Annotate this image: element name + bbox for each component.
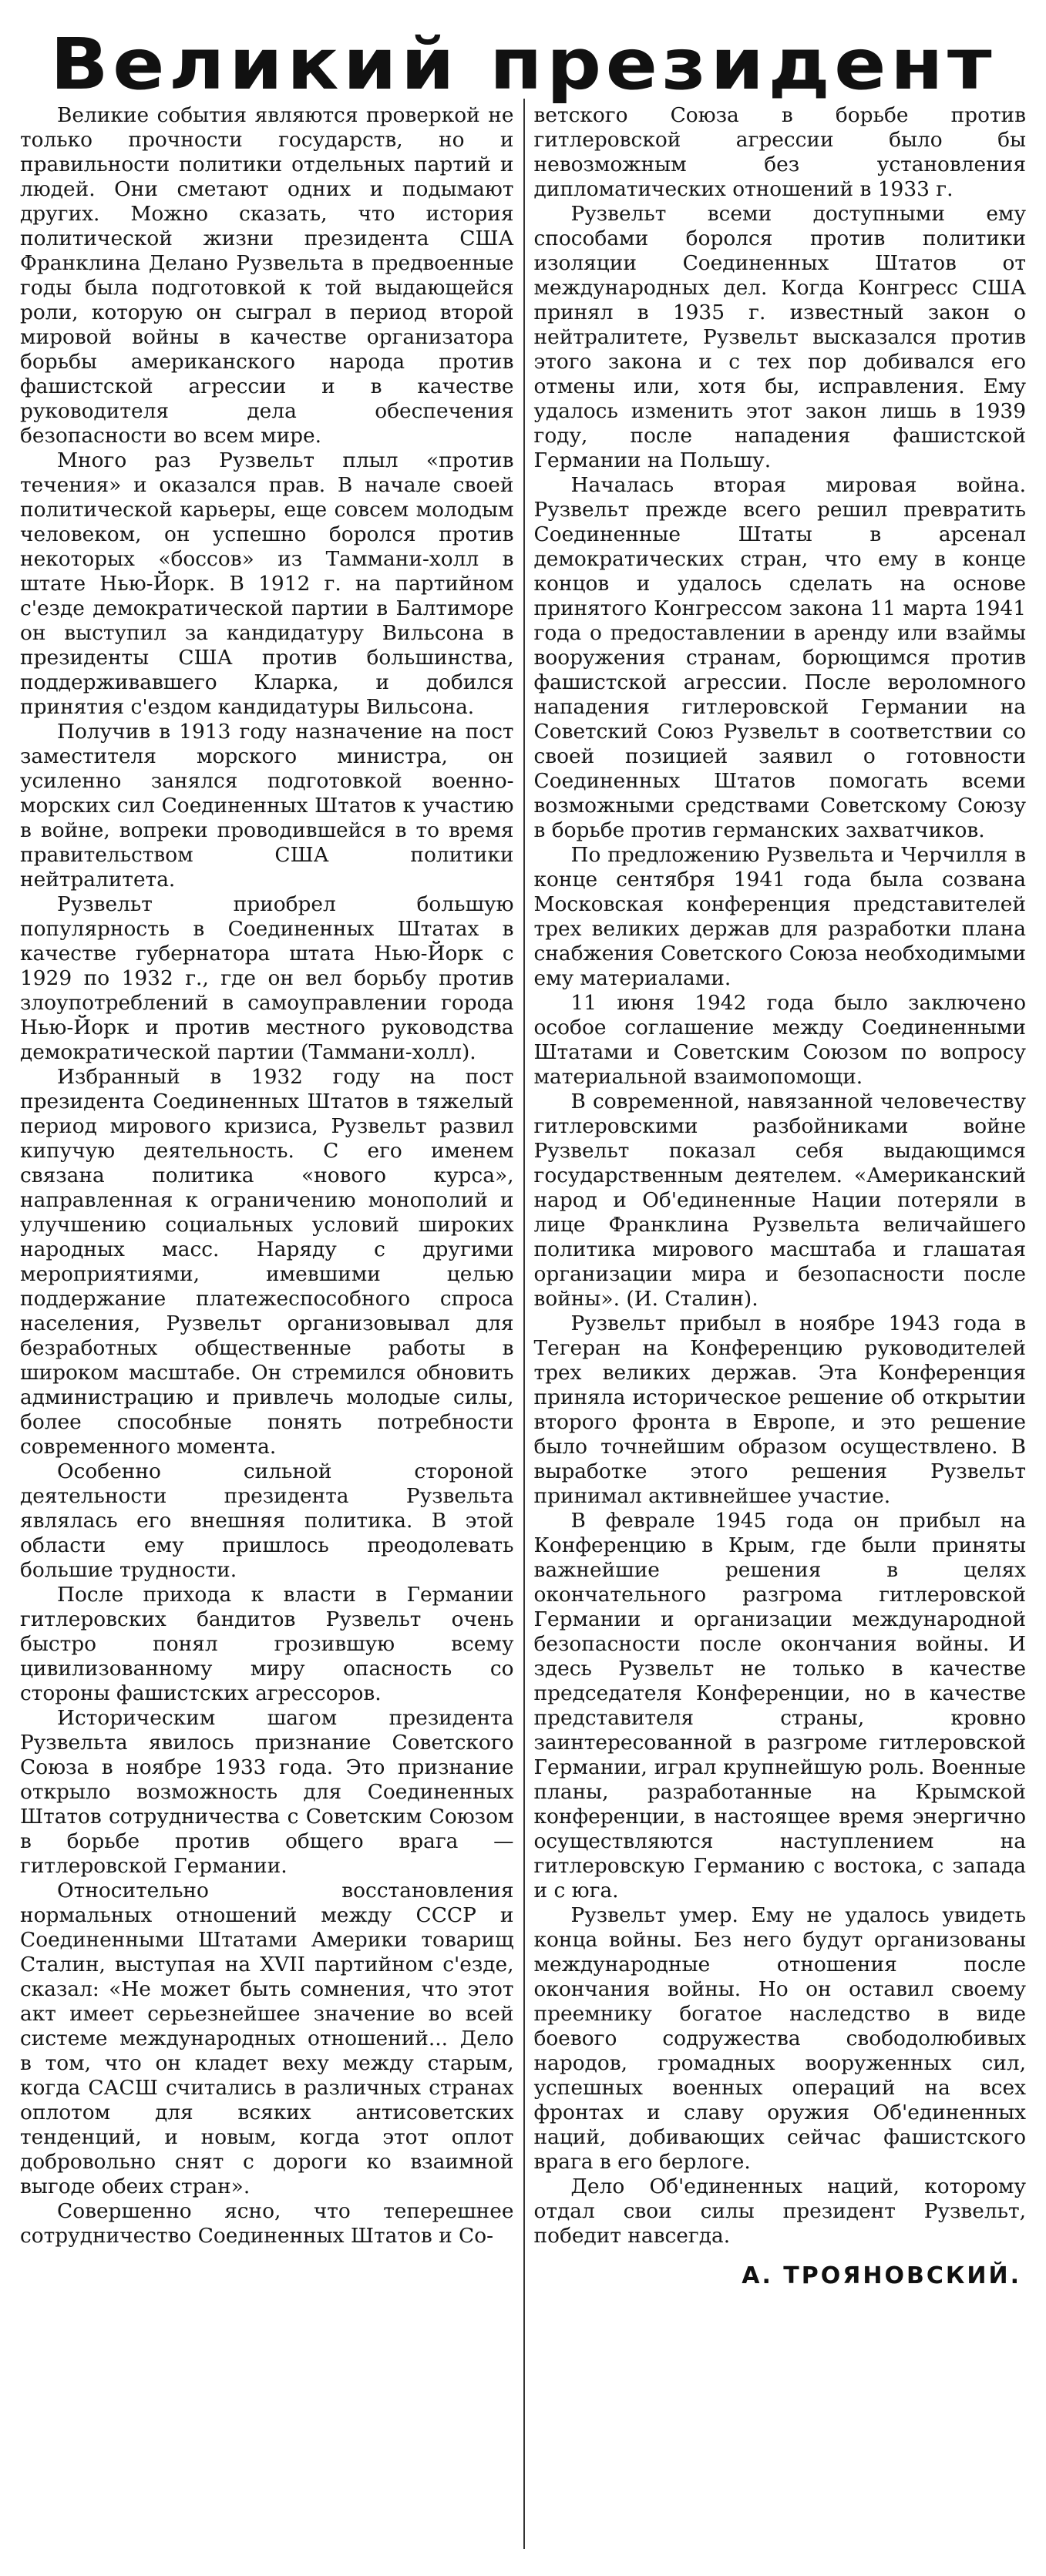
paragraph: 11 июня 1942 года было заключено особое соглашение между Соединенными Штатами и Советским Союзом по вопросу материальной взаимопомощи. <box>533 991 1026 1089</box>
article-columns <box>11 99 1035 2549</box>
paragraph: Избранный в 1932 году на пост президента Соединенных Штатов в тяжелый период мирового кризиса, Рузвельт развил кипучую деятельность. С его именем связана политика «нового курса», направленная к ограничению монополий и улучшению социальных условий широких народных масс. Наряду с другими мероприятиями, имевшими целью поддержание платежеспособного спроса населения, Рузвельт организовывал для безработных общественные работы в широком масштабе. Он стремился обновить администрацию и привлечь молодые силы, более способные понять потребности современного момента. <box>20 1065 514 1459</box>
paragraph: Совершенно ясно, что теперешнее сотрудничество Соединенных Штатов и Со- <box>20 2199 514 2248</box>
article-headline: Великий президент <box>50 23 996 106</box>
paragraph: Рузвельт умер. Ему не удалось увидеть конца войны. Без него будут организованы международные отношения после окончания войны. Но он оставил своему преемнику богатое наследство в виде боевого содружества свободолюбивых народов, громадных вооруженных сил, успешных военных операций на всех фронтах и славу оружия Об'единенных наций, добивающих сейчас фашистского врага в его берлоге. <box>533 1903 1026 2174</box>
paragraph: В феврале 1945 года он прибыл на Конференцию в Крым, где были приняты важнейшие решения в целях окончательного разгрома гитлеровской Германии и организации международной безопасности после окончания войны. И здесь Рузвельт не только в качестве председателя Конференции, но в качестве представителя страны, кровно заинтересованной в разгроме гитлеровской Германии, играл крупнейшую роль. Военные планы, разработанные на Крымской конференции, в настоящее время энергично осуществляются наступлением на гитлеровскую Германию с востока, с запада и с юга. <box>533 1509 1026 1903</box>
paragraph: Дело Об'единенных наций, которому отдал свои силы президент Рузвельт, победит навсегда. <box>533 2175 1026 2248</box>
paragraph: Рузвельт приобрел большую популярность в Соединенных Штатах в качестве губернатора штата Нью-Йорк с 1929 по 1932 г., где он вел борьбу против злоупотреблений в самоуправлении города Нью-Йорк и против местного руководства демократической партии (Таммани-холл). <box>20 892 514 1064</box>
paragraph: Много раз Рузвельт плыл «против течения» и оказался прав. В начале своей политической карьеры, еще совсем молодым человеком, он успешно боролся против некоторых «боссов» из Таммани-холл в штате Нью-Йорк. В 1912 г. на партийном с'езде демократической партии в Балтиморе он выступил за кандидатуру Вильсона в президенты США против большинства, поддерживавшего Кларка, и добился принятия с'ездом кандидатуры Вильсона. <box>20 448 514 719</box>
paragraph: Историческим шагом президента Рузвельта явилось признание Советского Союза в ноябре 1933 года. Это признание открыло возможность для Соединенных Штатов сотрудничества с Советским Союзом в борьбе против общего врага — гитлеровской Германии. <box>20 1706 514 1878</box>
author-signature: А. ТРОЯНОВСКИЙ. <box>742 2262 1021 2289</box>
paragraph: Получив в 1913 году назначение на пост заместителя морского министра, он усиленно занялся подготовкой военно-морских сил Соединенных Штатов к участию в войне, вопреки проводившейся в то время правительством США политики нейтралитета. <box>20 720 514 892</box>
paragraph: Относительно восстановления нормальных отношений между СССР и Соединенными Штатами Америки товарищ Сталин, выступая на XVII партийном с'езде, сказал: «Не может быть сомнения, что этот акт имеет серьезнейшее значение во всей системе международных отношений... Дело в том, что он кладет веху между старым, когда САСШ считались в различных странах оплотом для всяких антисоветских тенденций, и новым, когда этот оплот добровольно снят с дороги ко взаимной выгоде обеих стран». <box>20 1879 514 2198</box>
paragraph: Началась вторая мировая война. Рузвельт прежде всего решил превратить Соединенные Штаты в арсенал демократических стран, что ему в конце концов и удалось сделать на основе принятого Конгрессом закона 11 марта 1941 года о предоставлении в аренду или взаймы вооружения странам, борющимся против фашистской агрессии. После вероломного нападения гитлеровской Германии на Советский Союз Рузвельт в соответствии со своей позицией заявил о готовности Соединенных Штатов помогать всеми возможными средствами Советскому Союзу в борьбе против германских захватчиков. <box>533 473 1026 842</box>
paragraph: Особенно сильной стороной деятельности президента Рузвельта являлась его внешняя политика. В этой области ему пришлось преодолевать большие трудности. <box>20 1459 514 1582</box>
paragraph: Великие события являются проверкой не только прочности государств, но и правильности политики отдельных партий и людей. Они сметают одних и подымают других. Можно сказать, что история политической жизни президента США Франклина Делано Рузвельта в предвоенные годы была подготовкой к той выдающейся роли, которую он сыграл в период второй мировой войны в качестве организатора борьбы американского народа против фашистской агрессии и в качестве руководителя дела обеспечения безопасности во всем мире. <box>20 103 514 448</box>
paragraph: Рузвельт прибыл в ноябре 1943 года в Тегеран на Конференцию руководителей трех великих держав. Эта Конференция приняла историческое решение об открытии второго фронта в Европе, и это решение было точнейшим образом осуществлено. В выработке этого решения Рузвельт принимал активнейшее участие. <box>533 1312 1026 1508</box>
paragraph: В современной, навязанной человечеству гитлеровскими разбойниками войне Рузвельт показал себя выдающимся государственным деятелем. «Американский народ и Об'единенные Нации потеряли в лице Франклина Рузвельта величайшего политика мирового масштаба и глашатая организации мира и безопасности после войны». (И. Сталин). <box>533 1090 1026 1311</box>
left-column <box>11 99 523 2549</box>
paragraph: После прихода к власти в Германии гитлеровских бандитов Рузвельт очень быстро понял грозившую всему цивилизованному миру опасность со стороны фашистских агрессоров. <box>20 1583 514 1705</box>
right-column <box>523 99 1036 2549</box>
paragraph-continuation: ветского Союза в борьбе против гитлеровской агрессии было бы невозможным без установления дипломатических отношений в 1933 г. <box>533 103 1026 201</box>
paragraph: Рузвельт всеми доступными ему способами боролся против политики изоляции Соединенных Штатов от международных дел. Когда Конгресс США принял в 1935 г. известный закон о нейтралитете, Рузвельт высказался против этого закона и с тех пор добивался его отмены или, хотя бы, исправления. Ему удалось изменить этот закон лишь в 1939 году, после нападения фашистской Германии на Польшу. <box>533 202 1026 472</box>
paragraph: По предложению Рузвельта и Черчилля в конце сентября 1941 года была созвана Московская конференция представителей трех великих держав для разработки плана снабжения Советского Союза необходимыми ему материалами. <box>533 843 1026 990</box>
